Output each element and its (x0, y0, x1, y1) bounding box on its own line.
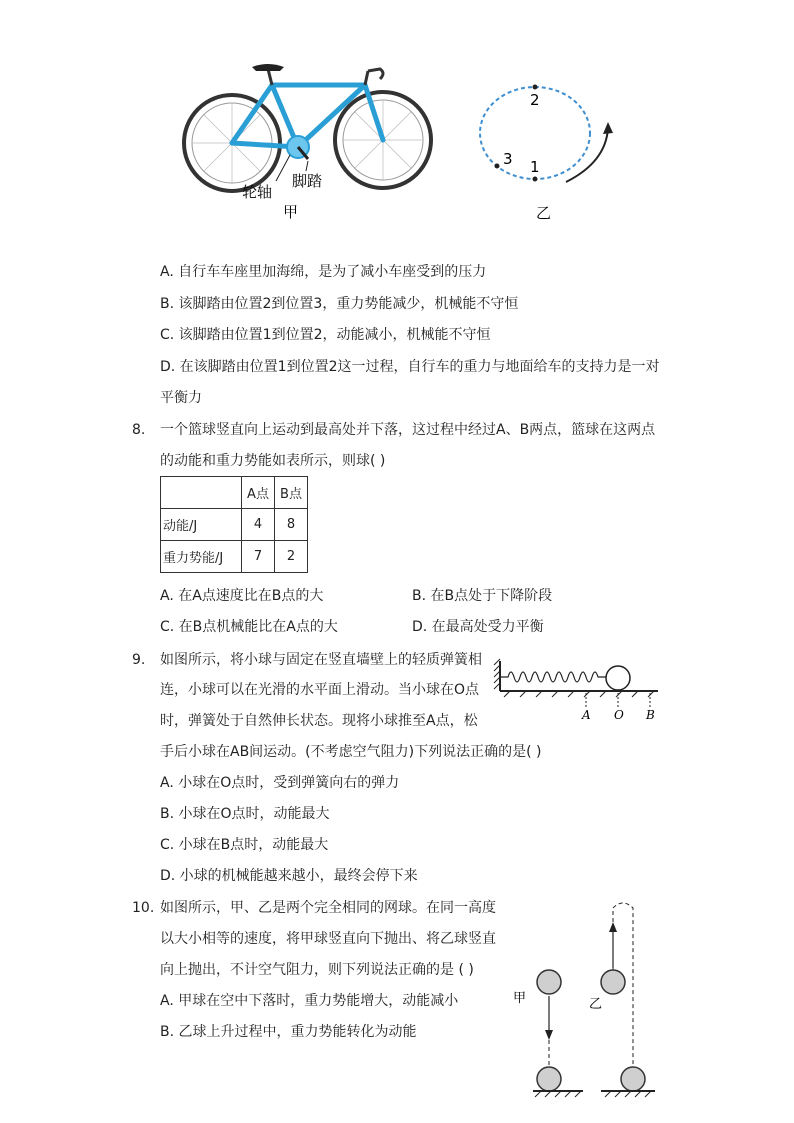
table-cell: 7 (242, 541, 275, 573)
ball-yi-ground (621, 1067, 645, 1091)
q10-stem-line-1: 如图所示，甲、乙是两个完全相同的网球。在同一高度 (160, 900, 496, 916)
q9-stem-line-2: 连，小球可以在光滑的水平面上滑动。当小球在O点 (160, 682, 480, 698)
table-header-row (161, 477, 308, 509)
table-row (161, 541, 308, 573)
q9-option-a: A. 小球在O点时，受到弹簧向右的弹力 (160, 775, 400, 791)
ball-yi (601, 970, 625, 994)
spring (500, 672, 606, 682)
q9-number: 9. (132, 652, 146, 668)
q8-number: 8. (132, 422, 146, 438)
q7-option-b: B. 该脚踏由位置2到位置3，重力势能减少，机械能不守恒 (160, 296, 519, 312)
q9-option-c: C. 小球在B点时，动能最大 (160, 837, 329, 853)
q7-option-d: D. 在该脚踏由位置1到位置2这一过程，自行车的重力与地面给车的支持力是一对 (160, 359, 660, 375)
q8-option-d: D. 在最高处受力平衡 (412, 619, 544, 635)
q9-stem-line-1: 如图所示，将小球与固定在竖直墙壁上的轻质弹簧相 (160, 652, 482, 668)
q8-stem-line-2: 的动能和重力势能如表所示，则球( ) (160, 453, 386, 469)
point-b-label: B (646, 708, 655, 722)
q10-number: 10. (132, 900, 155, 916)
q8-stem-line-1: 一个篮球竖直向上运动到最高处并下落，这过程中经过A、B两点，篮球在这两点 (160, 422, 656, 438)
tennis-ball-figure (505, 898, 665, 1103)
point-a-label: A (582, 708, 591, 722)
position-2-label: 2 (530, 91, 540, 109)
q9-option-d: D. 小球的机械能越来越小，最终会停下来 (160, 868, 418, 884)
table-row-label: 动能/J (161, 509, 242, 541)
table-cell: 2 (275, 541, 308, 573)
rotation-arrow (566, 128, 608, 182)
q7-option-d-cont: 平衡力 (160, 390, 202, 406)
energy-table (160, 476, 308, 573)
q8-option-a: A. 在A点速度比在B点的大 (160, 588, 324, 604)
table-cell: 8 (275, 509, 308, 541)
q8-option-c: C. 在B点机械能比在A点的大 (160, 619, 338, 635)
table-row (161, 509, 308, 541)
q10-stem-line-2: 以大小相等的速度，将甲球竖直向下抛出、将乙球竖直 (160, 931, 496, 947)
pedal-orbit-figure (470, 78, 620, 228)
table-row-label: 重力势能/J (161, 541, 242, 573)
position-1-label: 1 (530, 158, 540, 176)
ball-jia-ground (537, 1067, 561, 1091)
q9-stem-line-3: 时，弹簧处于自然伸长状态。现将小球推至A点，松 (160, 713, 478, 729)
q10-option-b: B. 乙球上升过程中，重力势能转化为动能 (160, 1024, 417, 1040)
ball (606, 666, 630, 690)
table-header-a: A点 (242, 477, 275, 509)
table-cell: 4 (242, 509, 275, 541)
q9-stem-line-4: 手后小球在AB间运动。(不考虑空气阻力)下列说法正确的是( ) (160, 744, 542, 760)
q7-option-c: C. 该脚踏由位置1到位置2，动能减小，机械能不守恒 (160, 327, 491, 343)
position-3-label: 3 (503, 150, 513, 168)
bicycle-figure (180, 55, 445, 230)
figure-yi-label: 乙 (536, 204, 552, 222)
axle-label: 轮轴 (242, 183, 273, 201)
q10-option-a: A. 甲球在空中下落时，重力势能增大，动能减小 (160, 993, 459, 1009)
table-header-b: B点 (275, 477, 308, 509)
ball-jia (537, 970, 561, 994)
ball-jia-label: 甲 (513, 991, 527, 1006)
point-o-label: O (614, 708, 624, 722)
q9-option-b: B. 小球在O点时，动能最大 (160, 806, 330, 822)
q7-option-a: A. 自行车车座里加海绵，是为了减小车座受到的压力 (160, 264, 487, 280)
ball-yi-label: 乙 (589, 997, 603, 1012)
q10-stem-line-3: 向上抛出，不计空气阻力，则下列说法正确的是 ( ) (160, 962, 474, 978)
figure-jia-label: 甲 (283, 203, 299, 221)
spring-figure (490, 655, 665, 725)
table-corner-cell (161, 477, 242, 509)
q8-option-b: B. 在B点处于下降阶段 (412, 588, 553, 604)
pedal-label: 脚踏 (292, 172, 323, 190)
